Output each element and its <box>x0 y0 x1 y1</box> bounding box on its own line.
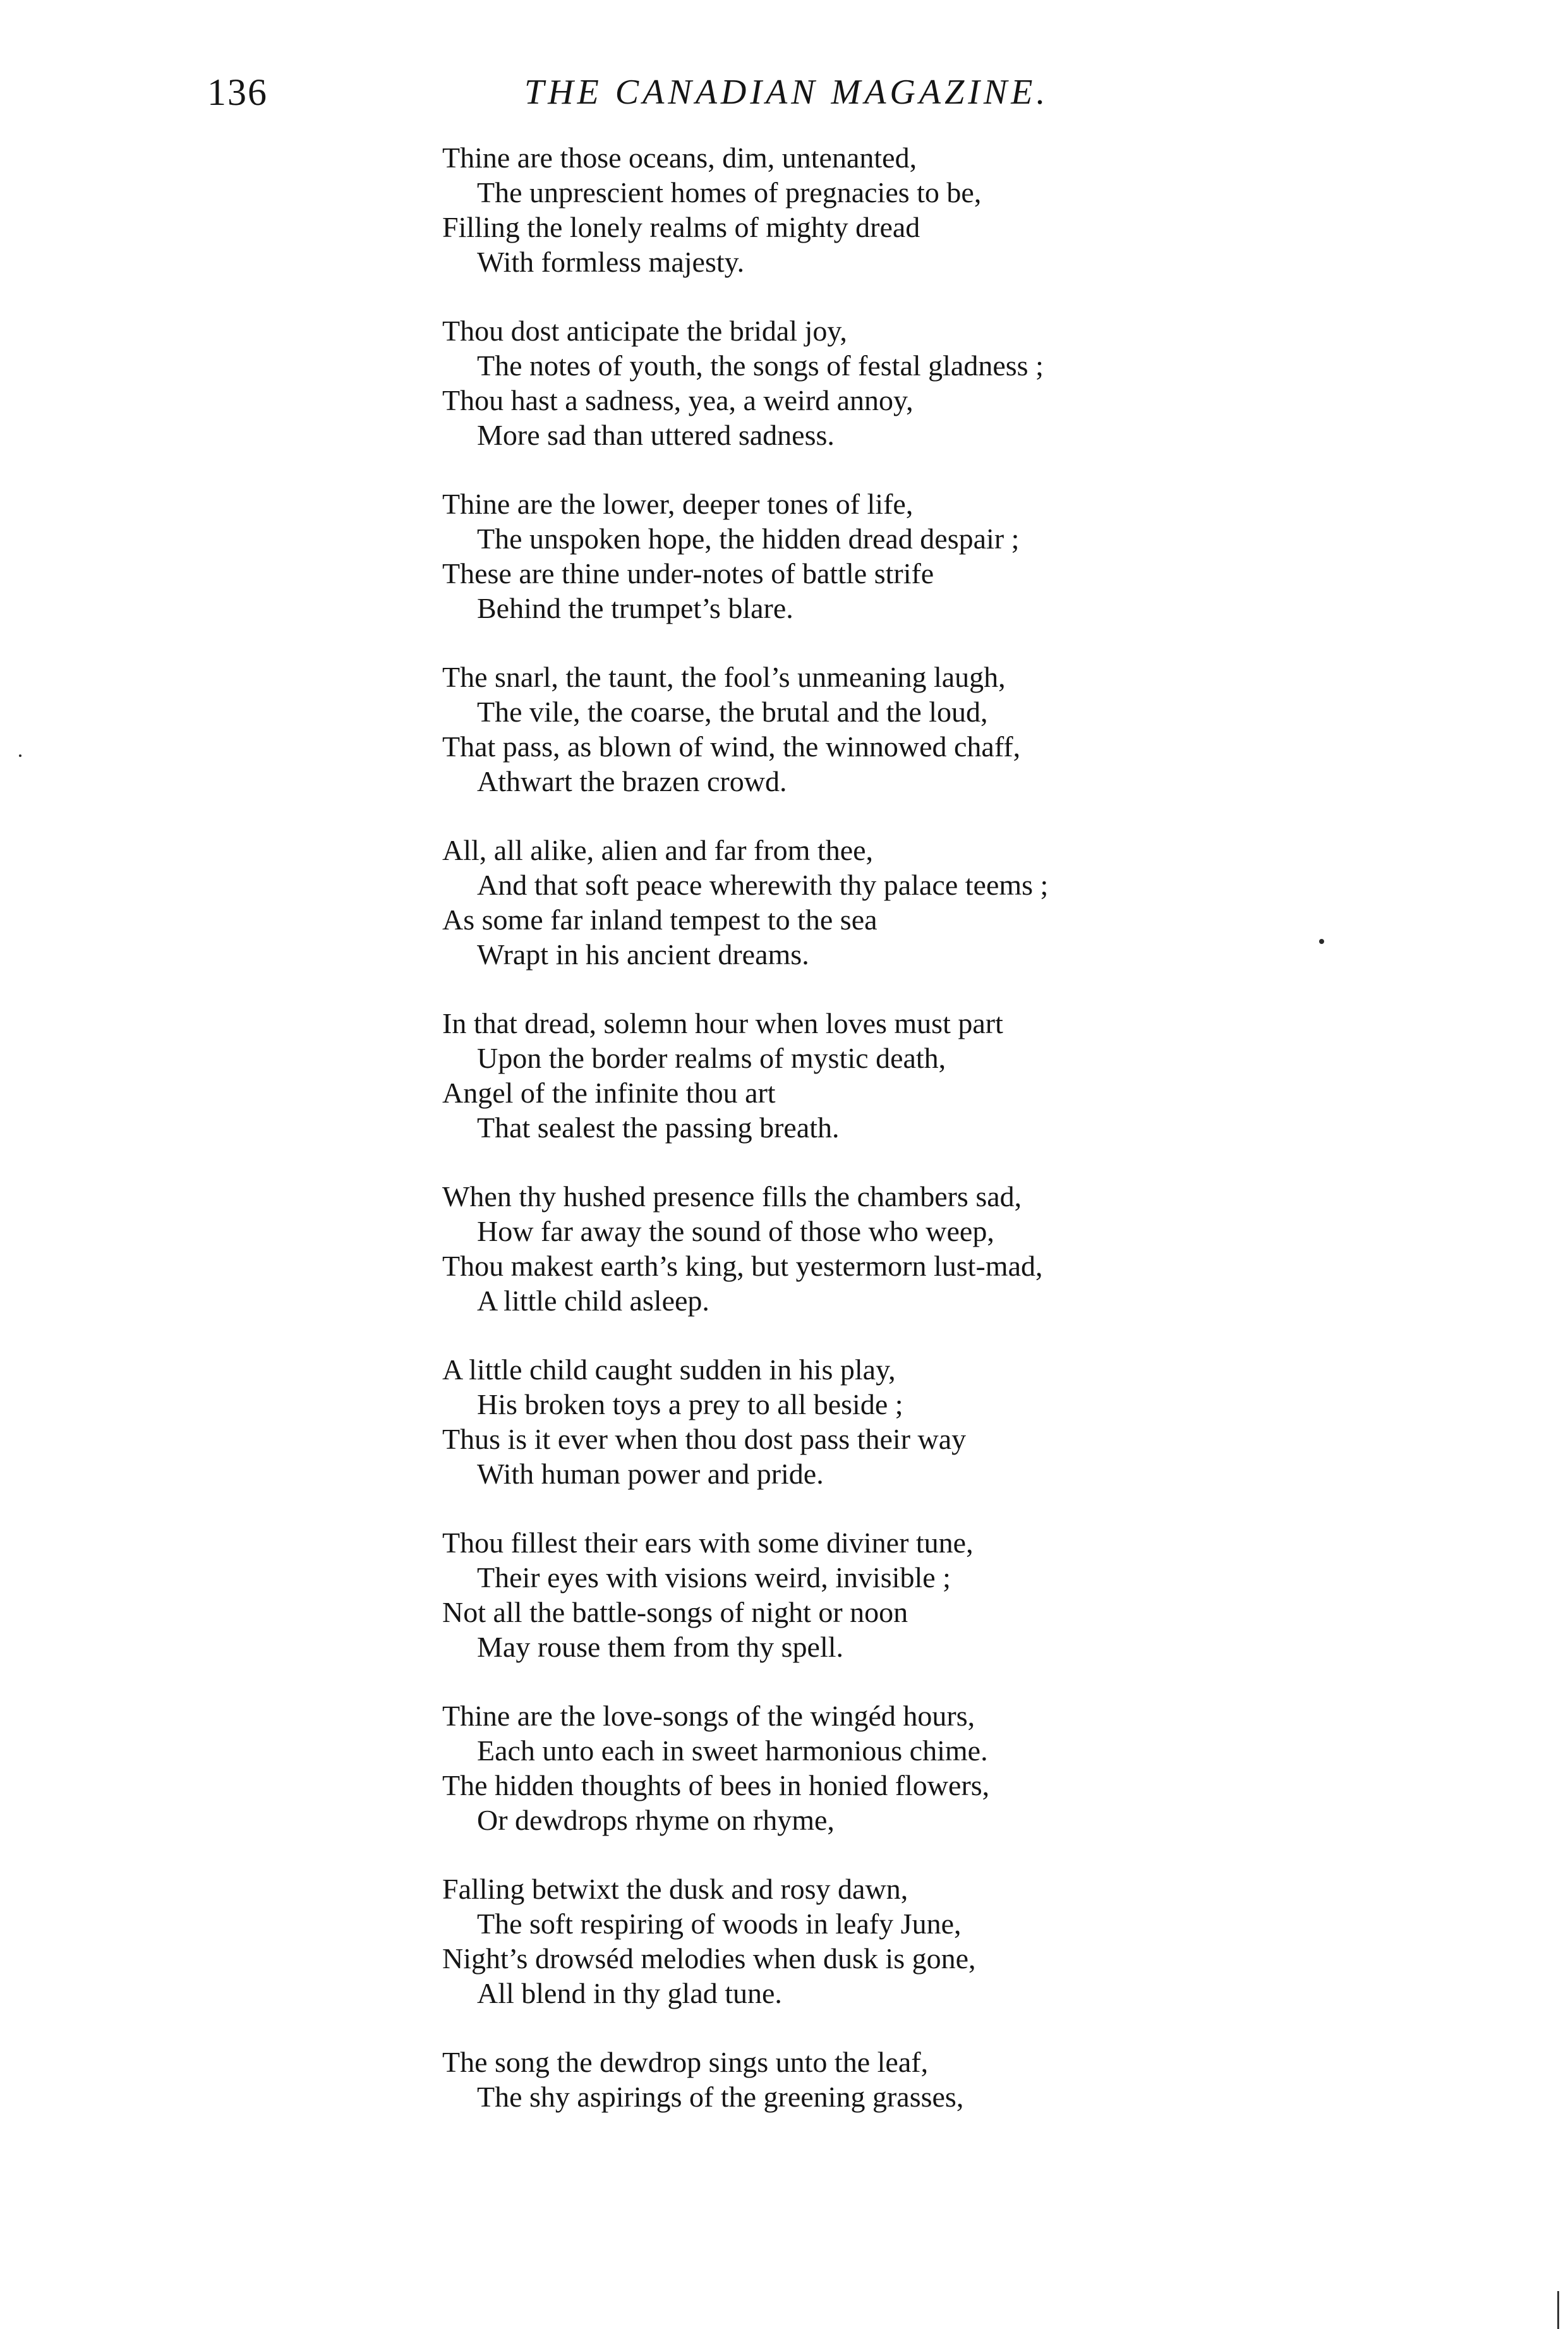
poem-line: And that soft peace wherewith thy palace teems ; <box>477 869 1049 901</box>
poem-line: All blend in thy glad tune. <box>477 1977 782 2009</box>
poem-line: That pass, as blown of wind, the winnowed chaff, <box>442 730 1021 763</box>
stanza <box>442 1352 1238 1491</box>
poem-line: Or dewdrops rhyme on rhyme, <box>477 1804 835 1836</box>
stanza <box>442 1872 1238 2011</box>
poem-line: Thou dost anticipate the bridal joy, <box>442 315 847 347</box>
poem-line: Athwart the brazen crowd. <box>477 765 787 797</box>
running-head: THE CANADIAN MAGAZINE. <box>524 73 1049 112</box>
poem-line: Night’s drowséd melodies when dusk is gone, <box>442 1942 976 1975</box>
poem-line: Wrapt in his ancient dreams. <box>477 938 809 971</box>
poem-line: Their eyes with visions weird, invisible ; <box>477 1561 951 1594</box>
poem-line: Thou fillest their ears with some diviner tune, <box>442 1527 974 1559</box>
poem-line: The shy aspirings of the greening grasses, <box>477 2081 964 2113</box>
poem-line: Thine are those oceans, dim, untenanted, <box>442 142 917 174</box>
stanza <box>442 2045 1238 2114</box>
poem-line: Angel of the infinite thou art <box>442 1077 776 1109</box>
stanza <box>442 1525 1238 1664</box>
page-edge-mark <box>1557 2291 1568 2329</box>
page-number: 136 <box>207 71 268 113</box>
poem-line: May rouse them from thy spell. <box>477 1631 844 1663</box>
poem-line: With formless majesty. <box>477 246 745 278</box>
poem-line: The snarl, the taunt, the fool’s unmeaning laugh, <box>442 661 1006 693</box>
stanza <box>442 1006 1238 1145</box>
poem-line: All, all alike, alien and far from thee, <box>442 834 874 866</box>
poem-line: As some far inland tempest to the sea <box>442 904 877 936</box>
poem-line: With human power and pride. <box>477 1458 824 1490</box>
stanza <box>442 487 1238 626</box>
poem-line: Thou makest earth’s king, but yestermorn lust-mad, <box>442 1250 1043 1282</box>
poem-line: His broken toys a prey to all beside ; <box>477 1388 903 1420</box>
poem-line: When thy hushed presence fills the chambers sad, <box>442 1180 1022 1213</box>
poem-line: A little child caught sudden in his play, <box>442 1353 896 1386</box>
poem-line: Upon the border realms of mystic death, <box>477 1042 946 1074</box>
poem-line: More sad than uttered sadness. <box>477 419 835 451</box>
poem-line: Behind the trumpet’s blare. <box>477 592 793 624</box>
poem-line: The unspoken hope, the hidden dread despair ; <box>477 523 1020 555</box>
poem-line: The hidden thoughts of bees in honied flowers, <box>442 1769 990 1801</box>
stanza <box>442 660 1238 799</box>
poem-line: Thine are the lower, deeper tones of life, <box>442 488 914 520</box>
stanza <box>442 1179 1238 1318</box>
stanza <box>442 313 1238 452</box>
stanza <box>442 833 1238 972</box>
poem-line: These are thine under-notes of battle strife <box>442 557 934 590</box>
stanza <box>442 1698 1238 1837</box>
poem-line: In that dread, solemn hour when loves must part <box>442 1007 1003 1039</box>
poem-line: Thou hast a sadness, yea, a weird annoy, <box>442 384 914 416</box>
poem-line: Thus is it ever when thou dost pass their way <box>442 1423 967 1455</box>
ink-speck <box>1319 939 1324 944</box>
poem-line: Each unto each in sweet harmonious chime. <box>477 1734 988 1767</box>
stanza <box>442 140 1238 279</box>
poem-line: The unprescient homes of pregnacies to be, <box>477 176 982 209</box>
poem-line: Thine are the love-songs of the wingéd hours, <box>442 1700 975 1732</box>
poem-line: A little child asleep. <box>477 1285 709 1317</box>
poem-line: Falling betwixt the dusk and rosy dawn, <box>442 1873 908 1905</box>
poem-line: The vile, the coarse, the brutal and the loud, <box>477 696 988 728</box>
poem-line: The soft respiring of woods in leafy June, <box>477 1908 962 1940</box>
poem-line: Not all the battle-songs of night or noon <box>442 1596 908 1628</box>
poem-body <box>442 140 1238 2148</box>
poem-line: How far away the sound of those who weep, <box>477 1215 994 1247</box>
poem-line: Filling the lonely realms of mighty dread <box>442 211 920 243</box>
poem-line: The song the dewdrop sings unto the leaf, <box>442 2046 929 2078</box>
poem-line: The notes of youth, the songs of festal gladness ; <box>477 349 1044 382</box>
ink-speck <box>19 754 21 757</box>
poem-line: That sealest the passing breath. <box>477 1111 840 1144</box>
